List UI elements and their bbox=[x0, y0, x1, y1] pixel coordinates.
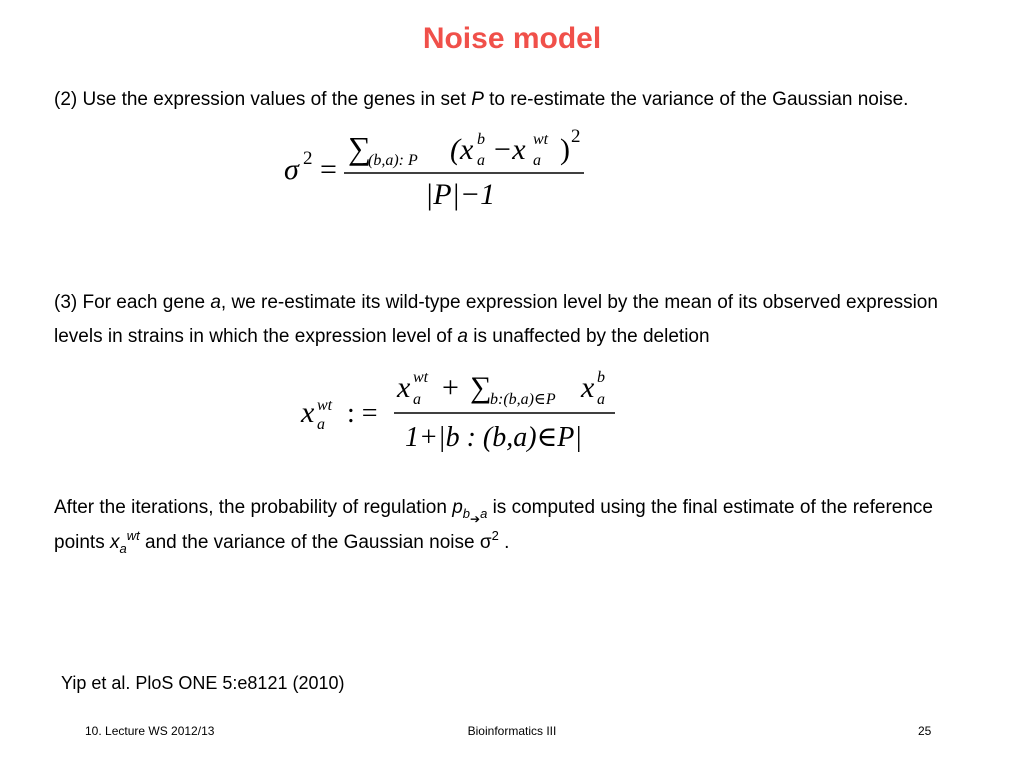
p-symbol: p bbox=[452, 497, 463, 518]
sum-symbol-2: ∑ bbox=[470, 371, 492, 404]
assign-sign: : = bbox=[347, 398, 378, 429]
num-x: x bbox=[397, 371, 411, 404]
denominator: |P|−1 bbox=[425, 178, 496, 211]
slide-title: Noise model bbox=[422, 22, 602, 55]
denominator-2: 1+|b : (b,a)∈P| bbox=[405, 422, 583, 453]
x-b-sup: b bbox=[477, 131, 485, 148]
sum-symbol: ∑ bbox=[348, 130, 371, 166]
sum-subscript: (b,a): P bbox=[368, 152, 418, 169]
num-x-sub: a bbox=[413, 391, 421, 408]
conclusion-text bbox=[54, 491, 984, 561]
step3-text bbox=[54, 286, 984, 354]
citation: Yip et al. PloS ONE 5:e8121 (2010) bbox=[61, 673, 345, 693]
num-x2-sub: a bbox=[597, 391, 605, 408]
x-symbol: x bbox=[109, 532, 120, 553]
sum-subscript-2: b:(b,a)∈P bbox=[490, 391, 556, 408]
step3-middle: , we re-estimate its wild-type expression level by the mean of its observed expression levels in strains in which the expression level of bbox=[54, 292, 938, 347]
lhs-x: x bbox=[301, 396, 315, 429]
sigma-symbol: σ bbox=[284, 153, 299, 186]
conclusion-part1: After the iterations, the probability of regulation bbox=[54, 497, 453, 518]
close-paren: ) bbox=[560, 133, 570, 166]
set-p: P bbox=[471, 89, 484, 110]
x-b-a: (x bbox=[450, 133, 474, 166]
step3-suffix: is unaffected by the deletion bbox=[468, 326, 710, 347]
step3-prefix: (3) For each gene bbox=[54, 292, 211, 313]
num-x-sup: wt bbox=[413, 369, 429, 386]
arrow-icon: ➔ bbox=[470, 512, 481, 526]
step2-prefix: (2) Use the expression values of the genes in set bbox=[54, 89, 472, 110]
lhs-sup: wt bbox=[317, 397, 333, 414]
x-superscript: wt bbox=[126, 528, 140, 543]
step2-suffix: to re-estimate the variance of the Gaussian noise. bbox=[483, 89, 909, 110]
p-subscript bbox=[462, 506, 488, 526]
footer-page-number: 25 bbox=[918, 724, 932, 738]
sigma-exponent: 2 bbox=[303, 148, 313, 169]
conclusion-part4: . bbox=[498, 532, 510, 553]
footer-lecture: 10. Lecture WS 2012/13 bbox=[85, 724, 215, 738]
gene-a: a bbox=[210, 292, 221, 313]
num-x2-sup: b bbox=[597, 369, 605, 386]
equals-sign: = bbox=[320, 153, 337, 186]
num-x2: x bbox=[581, 371, 595, 404]
footer-course: Bioinformatics III bbox=[467, 724, 557, 738]
square-exponent: 2 bbox=[571, 126, 581, 147]
x-wt-sub: a bbox=[533, 152, 541, 169]
sigma-squared: 2 bbox=[491, 528, 499, 543]
conclusion-part3: and the variance of the Gaussian noise σ bbox=[139, 532, 492, 553]
x-b-sub: a bbox=[477, 152, 485, 169]
p-sub-b: b bbox=[462, 506, 470, 521]
x-subscript: a bbox=[119, 541, 127, 556]
plus-sign: + bbox=[442, 371, 459, 404]
wildtype-equation bbox=[297, 362, 627, 454]
variance-equation bbox=[280, 122, 600, 214]
lhs-sub: a bbox=[317, 416, 325, 433]
step2-text bbox=[54, 83, 984, 117]
gene-a-2: a bbox=[457, 326, 468, 347]
conclusion-part2: is computed using the final estimate of the reference points bbox=[54, 497, 933, 553]
x-wt-a: −x bbox=[492, 133, 526, 166]
x-wt-sup: wt bbox=[533, 131, 549, 148]
p-sub-a: a bbox=[480, 506, 488, 521]
